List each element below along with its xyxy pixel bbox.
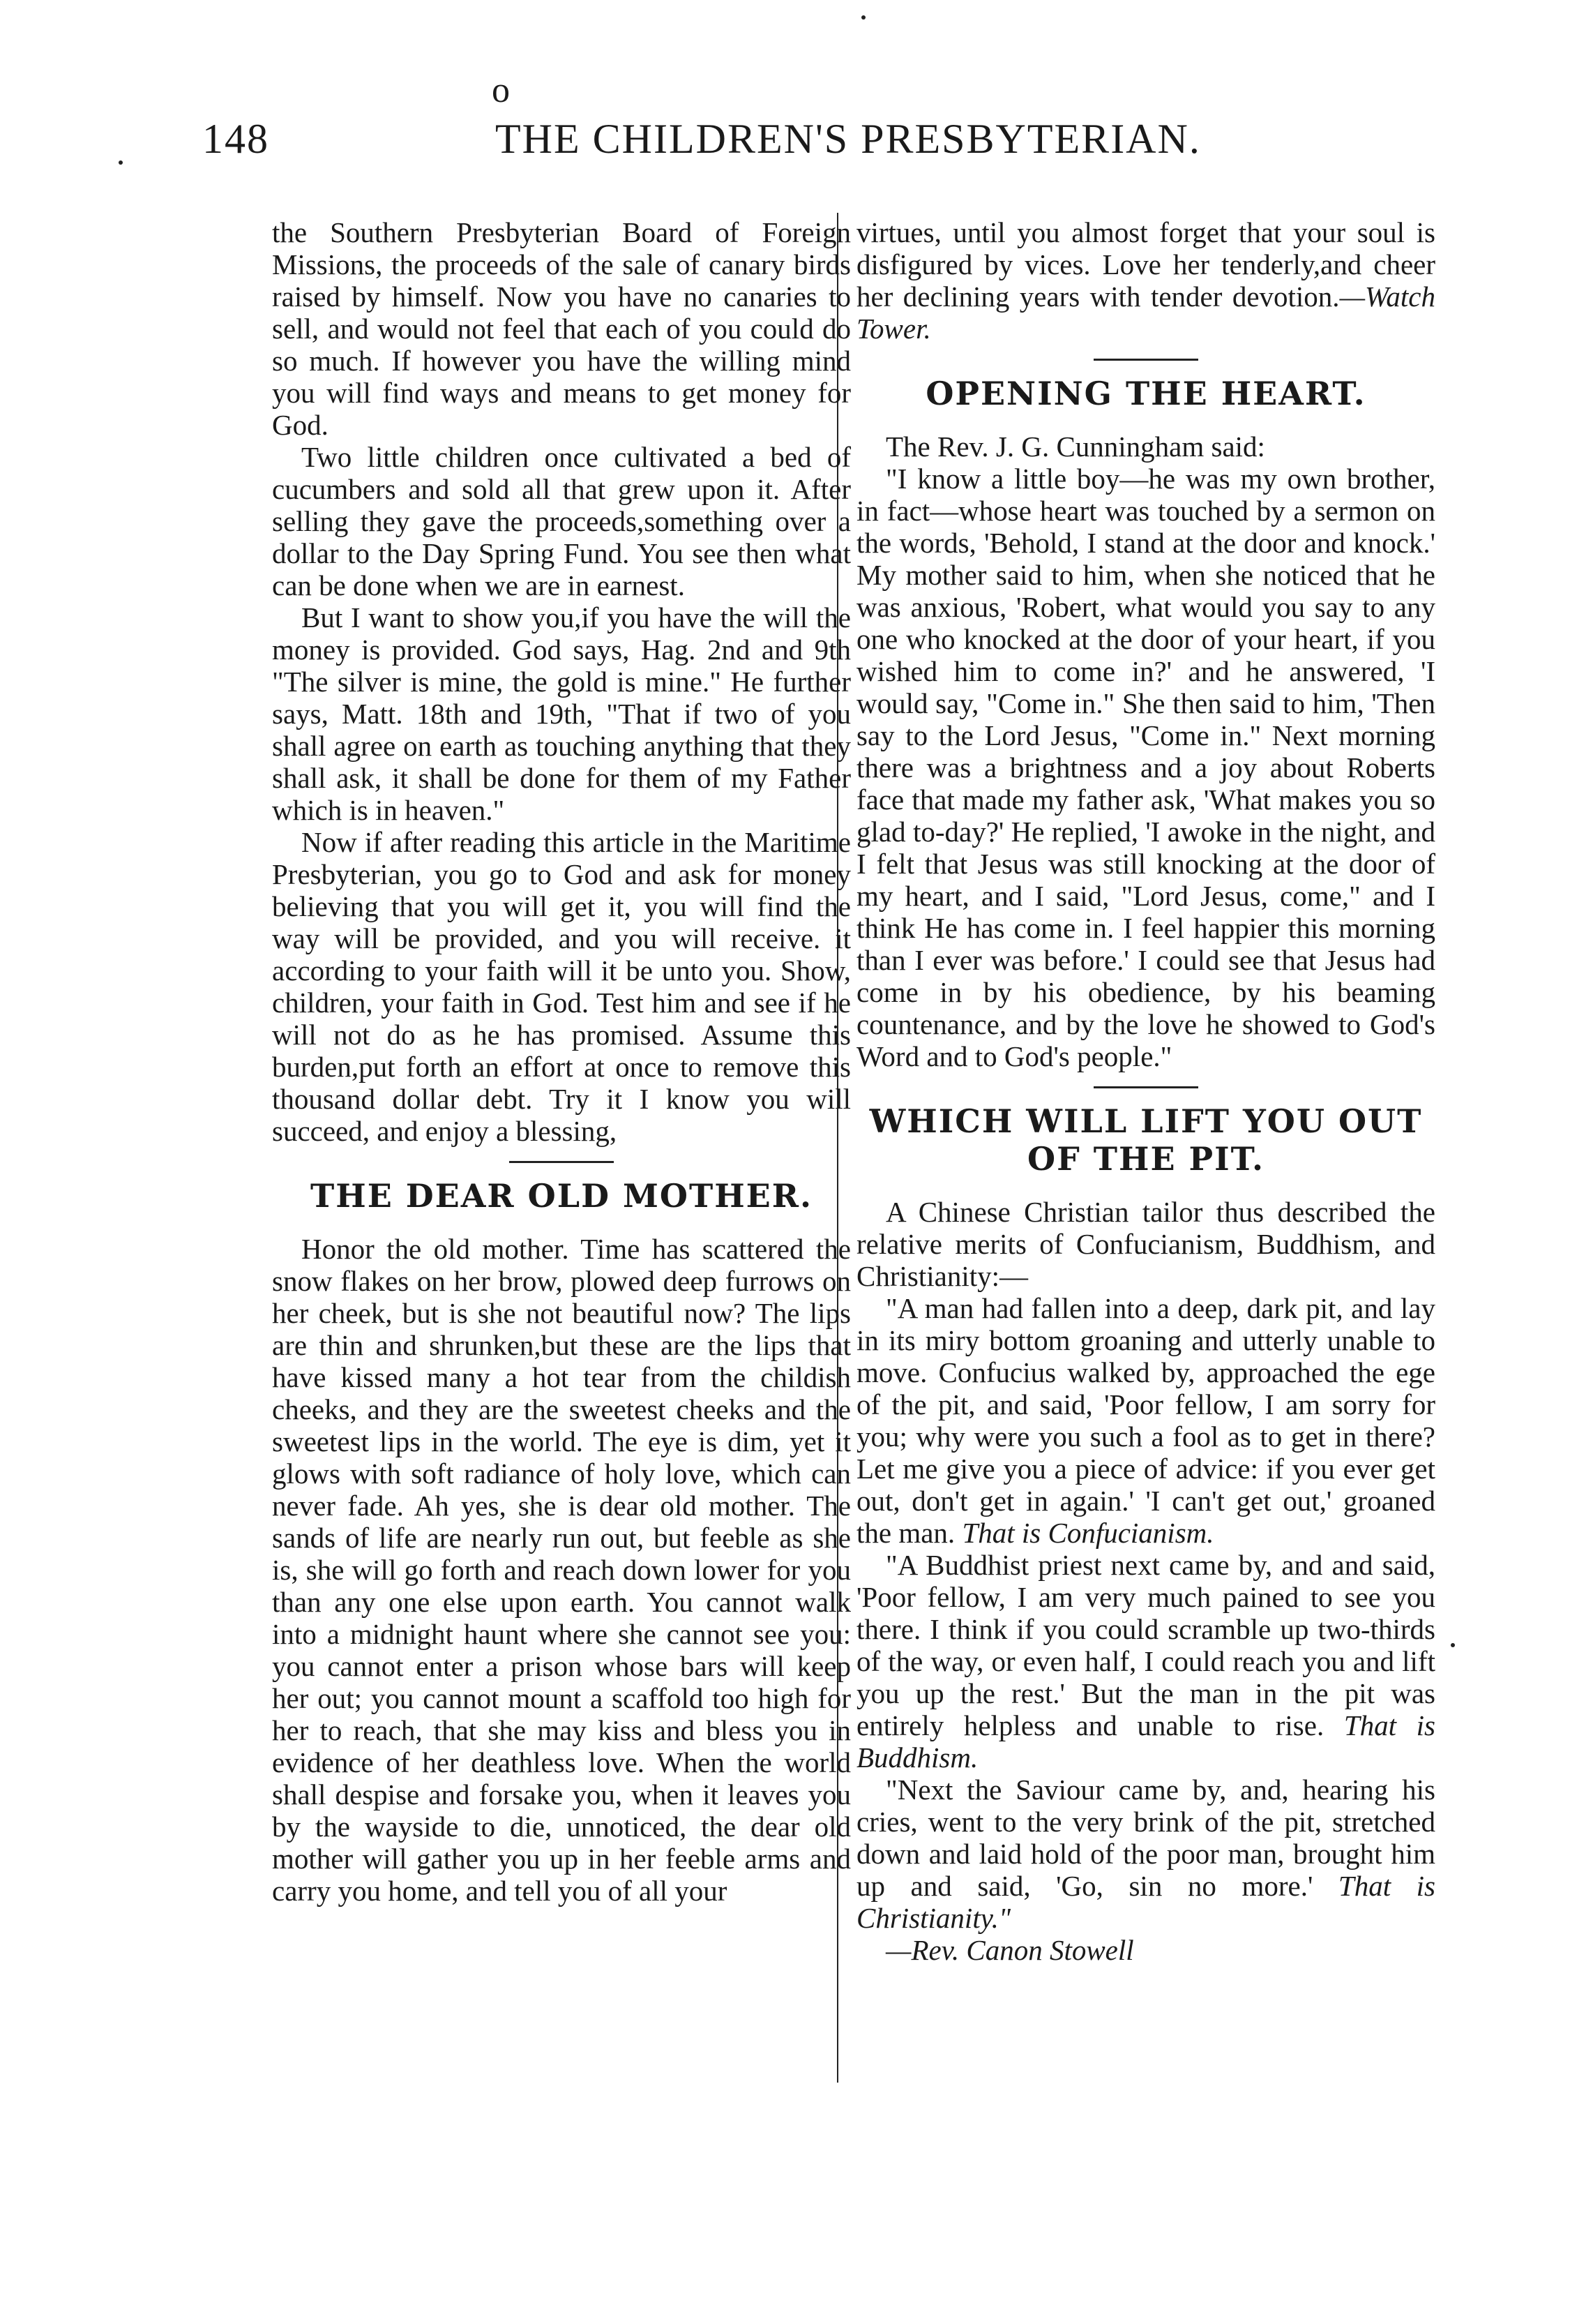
article-continuation-paragraph (856, 216, 1435, 345)
article-paragraph: Now if after reading this article in the Maritime Presbyterian, you go to God and ask for money believing that you will get it, you will find the way will be provided, and you will receive. it according to your faith will it be unto you. Show, children, your faith in God. Test him and see if he will not do as he has promised. Assume this burden,put forth an effort at once to remove this thousand dollar debt. Try it I know you will succeed, and enjoy a blessing, (272, 826, 851, 1147)
italic-tag: That is Buddhism. (856, 1709, 1435, 1774)
article-continuation-paragraph: the Southern Presbyterian Board of Foreign Missions, the proceeds of the sale of canary birds raised by himself. Now you have no canaries to sell, and would not feel that each of you could do so much. If however you have the willing mind you will find ways and means to get money for God. (272, 216, 851, 441)
article-title: THE DEAR OLD MOTHER. (310, 1177, 813, 1215)
page-header (202, 115, 1409, 178)
print-speck (861, 15, 866, 20)
stray-mark: o (492, 70, 510, 110)
continuation-text: virtues, until you almost forget that your soul is disfigured by vices. Love her tenderly,and cheer her declining years with tender devotion. (856, 216, 1435, 313)
article-paragraph (856, 1549, 1435, 1774)
italic-tag: That is Confucianism. (962, 1517, 1214, 1549)
article-paragraph (856, 1774, 1435, 1934)
source-attribution: —Watch Tower. (856, 280, 1435, 345)
section-rule (1094, 1086, 1198, 1088)
paragraph-text: "Next the Saviour came by, and, hearing his cries, went to the very brink of the pit, stretched down and laid hold of the poor man, brought him up and said, 'Go, sin no more.' (856, 1774, 1435, 1902)
article-paragraph: Two little children once cultivated a bed of cucumbers and sold all that grew upon it. After selling they gave the proceeds,something over a dollar to the Day Spring Fund. You see then what can be done when we are in earnest. (272, 441, 851, 601)
article-paragraph: But I want to show you,if you have the will the money is provided. God says, Hag. 2nd and 9th "The silver is mine, the gold is mine." He further says, Matt. 18th and 19th, "That if two of you shall agree on earth as touching anything that they shall ask, it shall be done for them of my Father which is in heaven." (272, 601, 851, 826)
article-title: OPENING THE HEART. (926, 375, 1366, 412)
article-paragraph: Honor the old mother. Time has scattered the snow flakes on her brow, plowed deep furrows on her cheek, but is she not beautiful now? The lips are thin and shrunken,but these are the lips that have kissed many a hot tear from the childish cheeks, and they are the sweetest cheeks and the sweetest lips in the world. The eye is dim, yet it glows with soft radiance of holy love, which can never fade. Ah yes, she is dear old mother. The sands of life are nearly run out, but feeble as she is, she will go forth and reach down lower for you than any one else upon earth. You cannot walk into a midnight haunt where she cannot see you: you cannot enter a prison whose bars will keep her out; you cannot mount a scaffold too high for her to reach, that she may kiss and bless you in evidence of her deathless love. When the world shall despise and forsake you, when it leaves you by the wayside to die, unnoticed, the dear old mother will gather you up in her feeble arms and carry you home, and tell you of all your (272, 1233, 851, 1907)
print-speck (119, 160, 123, 165)
article-paragraph: The Rev. J. G. Cunningham said: (886, 430, 1265, 463)
article-paragraph: "I know a little boy—he was my own brother, in fact—whose heart was touched by a sermon on the words, 'Behold, I stand at the door and knock.' My mother said to him, when she noticed that he was anxious, 'Robert, what would you say to any one who knocked at the door of your heart, if you wished him to come in?' and he answered, 'I would say, "Come in." She then said to him, 'Then say to the Lord Jesus, "Come in." Next morning there was a brightness and a joy about Roberts face that made my father ask, 'What makes you so glad to-day?' He replied, 'I awoke in the night, and I felt that Jesus was still knocking at the door of my heart, and I said, "Lord Jesus, come," and I think He has come in. I feel happier this morning than I ever was before.' I could see that Jesus had come in by his obedience, by his beaming countenance, and by the love he showed to God's Word and to God's people." (856, 463, 1435, 1072)
page-number: 148 (202, 116, 269, 162)
paragraph-text: "A Buddhist priest next came by, and and said, 'Poor fellow, I am very much pained to see you there. I think if you could scramble up two-thirds of the way, or even half, I could reach you and lift you up the rest.' But the man in the pit was entirely helpless and unable to rise. (856, 1549, 1435, 1741)
running-title: THE CHILDREN'S PRESBYTERIAN. (495, 116, 1201, 162)
print-speck (1451, 1643, 1455, 1647)
paragraph-text: "A man had fallen into a deep, dark pit, and lay in its miry bottom groaning and utterly unable to move. Confucius walked by, approached the ege of the pit, and said, 'Poor fellow, I am sorry for you; why were you such a fool as to get in there? Let me give you a piece of advice: if you ever get out, don't get in again.' 'I can't get out,' groaned the man. (856, 1292, 1435, 1549)
source-attribution-text: —Rev. Canon Stowell (886, 1934, 1134, 1966)
section-rule (509, 1161, 614, 1163)
source-attribution (856, 1934, 1435, 1966)
italic-tag: That is Christianity." (856, 1870, 1435, 1934)
article-title: WHICH WILL LIFT YOU OUT OF THE PIT. (869, 1102, 1423, 1178)
right-column (856, 216, 1435, 1966)
article-paragraph: A Chinese Christian tailor thus described the relative merits of Confucianism, Buddhism, and Christianity:— (856, 1196, 1435, 1292)
article-paragraph (856, 1292, 1435, 1549)
left-column (272, 216, 851, 1907)
section-rule (1094, 359, 1198, 361)
